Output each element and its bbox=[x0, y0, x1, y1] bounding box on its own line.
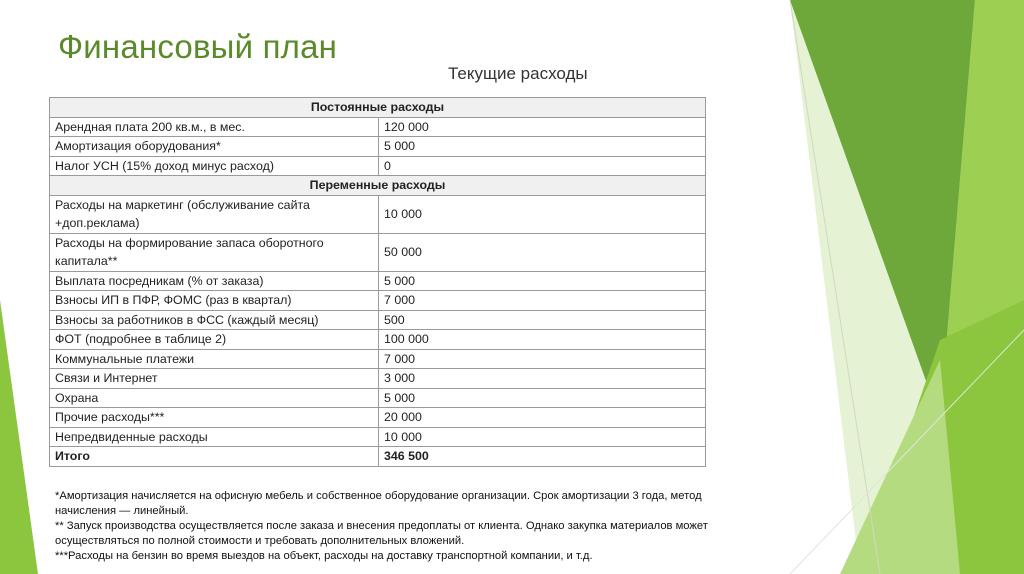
row-label: Расходы на формирование запаса оборотного капитала** bbox=[50, 233, 379, 271]
table-row bbox=[50, 388, 706, 408]
row-value: 20 000 bbox=[379, 408, 706, 428]
row-value: 500 bbox=[379, 310, 706, 330]
row-value: 50 000 bbox=[379, 233, 706, 271]
row-label: Взносы за работников в ФСС (каждый месяц) bbox=[50, 310, 379, 330]
row-label: Непредвиденные расходы bbox=[50, 427, 379, 447]
table-row bbox=[50, 310, 706, 330]
left-green-sliver bbox=[0, 300, 38, 574]
table-row bbox=[50, 233, 706, 271]
section-header-fixed bbox=[50, 98, 706, 118]
table-row bbox=[50, 427, 706, 447]
total-label: Итого bbox=[50, 447, 379, 467]
row-label: ФОТ (подробнее в таблице 2) bbox=[50, 330, 379, 350]
row-label: Налог УСН (15% доход минус расход) bbox=[50, 156, 379, 176]
table-row bbox=[50, 330, 706, 350]
row-value: 0 bbox=[379, 156, 706, 176]
footnotes bbox=[55, 489, 755, 564]
row-value: 5 000 bbox=[379, 271, 706, 291]
row-label: Охрана bbox=[50, 388, 379, 408]
row-value: 7 000 bbox=[379, 291, 706, 311]
table-row bbox=[50, 137, 706, 157]
row-value: 10 000 bbox=[379, 427, 706, 447]
row-label: Взносы ИП в ПФР, ФОМС (раз в квартал) bbox=[50, 291, 379, 311]
section-header-variable bbox=[50, 176, 706, 196]
total-value: 346 500 bbox=[379, 447, 706, 467]
page-subtitle: Текущие расходы bbox=[448, 64, 588, 83]
row-value: 100 000 bbox=[379, 330, 706, 350]
row-value: 5 000 bbox=[379, 137, 706, 157]
row-label: Прочие расходы*** bbox=[50, 408, 379, 428]
table-row bbox=[50, 369, 706, 389]
table-row bbox=[50, 271, 706, 291]
page-title: Финансовый план bbox=[58, 28, 338, 65]
row-label: Коммунальные платежи bbox=[50, 349, 379, 369]
table-row bbox=[50, 156, 706, 176]
table-row bbox=[50, 195, 706, 233]
row-value: 5 000 bbox=[379, 388, 706, 408]
footnote-production: ** Запуск производства осуществляется после заказа и внесения предоплаты от клиента. Однако закупка материалов может осуществляться по полной стоимости и требовать дополнительных вложений. bbox=[55, 520, 708, 547]
table-row bbox=[50, 408, 706, 428]
section-header-cell: Переменные расходы bbox=[50, 176, 706, 196]
row-value: 10 000 bbox=[379, 195, 706, 233]
total-row bbox=[50, 447, 706, 467]
row-value: 3 000 bbox=[379, 369, 706, 389]
row-label: Связи и Интернет bbox=[50, 369, 379, 389]
section-header-cell: Постоянные расходы bbox=[50, 98, 706, 118]
table-row bbox=[50, 291, 706, 311]
expenses-table bbox=[49, 97, 706, 467]
footnote-amortization: *Амортизация начисляется на офисную мебель и собственное оборудование организации. Срок амортизации 3 года, метод начисления — линейный. bbox=[55, 490, 702, 517]
table-row bbox=[50, 349, 706, 369]
row-label: Расходы на маркетинг (обслуживание сайта +доп.реклама) bbox=[50, 195, 379, 233]
row-value: 7 000 bbox=[379, 349, 706, 369]
footnote-other-expenses: ***Расходы на бензин во время выездов на объект, расходы на доставку транспортной компании, и т.д. bbox=[55, 550, 593, 562]
row-label: Арендная плата 200 кв.м., в мес. bbox=[50, 117, 379, 137]
table-row bbox=[50, 117, 706, 137]
row-label: Амортизация оборудования* bbox=[50, 137, 379, 157]
row-value: 120 000 bbox=[379, 117, 706, 137]
row-label: Выплата посредникам (% от заказа) bbox=[50, 271, 379, 291]
